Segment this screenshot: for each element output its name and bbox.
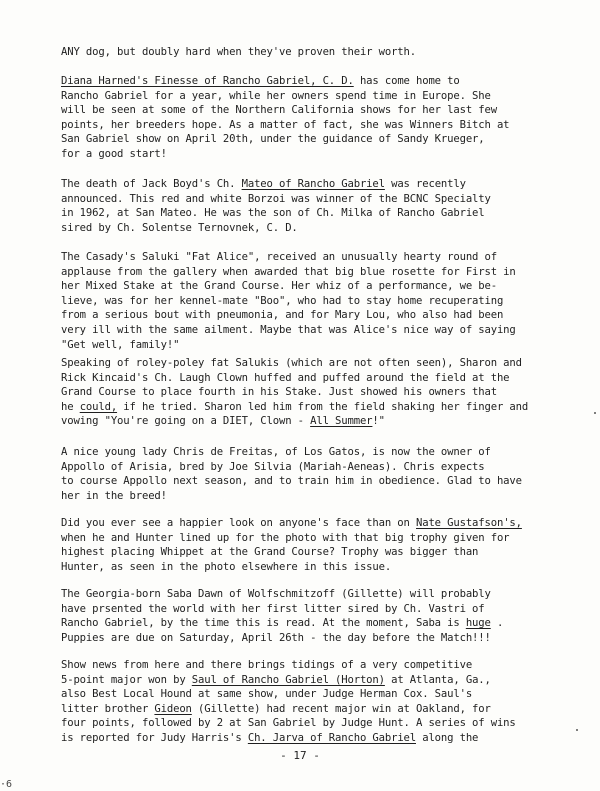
underlined-text: Gideon — [154, 702, 192, 715]
text-run: "Get well, family!" — [61, 338, 180, 351]
underlined-text: Mateo of Rancho Gabriel — [241, 178, 385, 190]
underlined-text: could, — [79, 400, 118, 413]
text-line — [61, 602, 561, 617]
text-line — [61, 545, 561, 560]
text-run: vowing "You're going on a DIET, Clown - — [61, 415, 311, 428]
text-run: when he and Hunter lined up for the photo with that big trophy given for — [61, 531, 510, 544]
paragraph-nate-gustafson — [61, 516, 561, 574]
paragraph-diana-harned-finesse — [61, 74, 561, 162]
text-run: if he tried. Sharon led him from the field shaking her finger and — [117, 400, 529, 413]
text-line — [61, 616, 561, 631]
underlined-text: Saul of Rancho Gabriel (Horton) — [191, 673, 385, 686]
text-run: was recently — [384, 178, 466, 190]
text-run: her in the breed! — [61, 489, 167, 502]
underlined-text: Nate Gustafson's, — [416, 517, 522, 529]
text-run: will be seen at some of the Northern California shows for her last few — [61, 104, 497, 117]
text-line — [61, 531, 561, 546]
text-line — [61, 89, 561, 104]
text-run: The Casady's Saluki "Fat Alice", received an unusually hearty round of — [61, 251, 497, 263]
text-run: Show news from here and there brings tidings of a very competitive — [61, 659, 473, 671]
text-line — [61, 460, 561, 475]
paragraph-mateo-death — [61, 177, 561, 235]
paragraph-continuation — [61, 45, 561, 60]
text-run: Did you ever see a happier look on anyone's face than on — [61, 517, 416, 529]
text-run: announced. This red and white Borzoi was winner of the BCNC Specialty — [61, 192, 491, 205]
text-run: Rancho Gabriel for a year, while her owners spend time in Europe. She — [61, 89, 491, 102]
text-line — [61, 279, 561, 294]
text-run: . — [490, 617, 504, 630]
text-line — [61, 371, 561, 386]
text-line — [61, 687, 561, 702]
text-line — [61, 192, 561, 207]
text-line — [61, 516, 561, 531]
underlined-text: Diana Harned's Finesse of Rancho Gabriel, C. D. — [61, 75, 354, 87]
text-run: points, her breeders hope. As a matter of fact, she was Winners Bitch at — [61, 118, 510, 131]
text-run: A nice young lady Chris de Freitas, of Los Gatos, is now the owner of — [61, 446, 491, 458]
text-run: sired by Ch. Solentse Ternovnek, C. D. — [61, 221, 298, 234]
text-run: Appollo of Arisia, bred by Joe Silvia (Mariah-Aeneas). Chris expects — [61, 460, 485, 473]
text-run: !" — [372, 415, 385, 428]
text-run: four points, followed by 2 at San Gabriel by Judge Hunt. A series of wins — [61, 717, 516, 730]
text-line — [61, 250, 561, 265]
text-line — [61, 716, 561, 731]
text-line — [61, 177, 561, 192]
text-run: (Gillette) had recent major win at Oakland, for — [191, 702, 491, 715]
text-run: The Georgia-born Saba Dawn of Wolfschmitzoff (Gillette) will probably — [61, 588, 491, 600]
text-run: along the — [416, 731, 479, 744]
text-line — [61, 631, 561, 646]
text-line — [61, 673, 561, 688]
text-run: ANY dog, but doubly hard when they've proven their worth. — [61, 46, 416, 58]
text-line — [61, 385, 561, 400]
text-line — [61, 323, 561, 338]
page-number: - 17 - — [280, 749, 320, 762]
text-line — [61, 474, 561, 489]
text-line — [61, 265, 561, 280]
text-run: also Best Local Hound at same show, under Judge Herman Cox. Saul's — [61, 688, 473, 701]
text-run: highest placing Whippet at the Grand Course? Trophy was bigger than — [61, 546, 479, 559]
text-run: Speaking of roley-poley fat Salukis (which are not often seen), Sharon and — [61, 357, 522, 369]
text-run: lieve, was for her kennel-mate "Boo", who had to stay home recuperating — [61, 294, 504, 307]
text-line — [61, 445, 561, 460]
text-line — [61, 356, 561, 371]
text-run: Rick Kincaid's Ch. Laugh Clown huffed and puffed around the field at the — [61, 371, 510, 384]
text-run: to course Appollo next season, and to train him in obedience. Glad to have — [61, 475, 522, 488]
text-line — [61, 147, 561, 162]
text-line — [61, 338, 561, 353]
text-line — [61, 702, 561, 717]
text-run: Grand Course to place fourth in his Stake. Just showed his owners that — [61, 386, 497, 399]
text-run: Puppies are due on Saturday, April 26th - the day before the Match!!! — [61, 631, 491, 644]
text-run: from a serious bout with pneumonia, and for Mary Lou, who also had been — [61, 309, 504, 322]
text-run: at Atlanta, Ga., — [384, 673, 491, 686]
text-run: he — [61, 400, 80, 413]
text-run: very ill with the same ailment. Maybe that was Alice's nice way of saying — [61, 323, 516, 336]
text-line — [61, 221, 561, 236]
text-line — [61, 489, 561, 504]
text-run: in 1962, at San Mateo. He was the son of Ch. Milka of Rancho Gabriel — [61, 207, 485, 220]
text-line — [61, 74, 561, 89]
text-run: Hunter, as seen in the photo elsewhere in this issue. — [61, 560, 392, 573]
text-run: Rancho Gabriel, by the time this is read. At the moment, Saba is — [61, 617, 466, 630]
paragraph-fat-alice — [61, 250, 561, 352]
edge-mark: ·6 — [0, 779, 13, 790]
text-line — [61, 308, 561, 323]
underlined-text: huge — [465, 617, 491, 630]
text-line — [61, 414, 561, 429]
paragraph-saba-dawn — [61, 587, 561, 645]
text-run: 5-point major won by — [61, 673, 192, 686]
text-run: The death of Jack Boyd's Ch. — [61, 178, 242, 190]
paragraph-laugh-clown — [61, 356, 561, 429]
text-line — [61, 400, 561, 415]
text-line — [61, 294, 561, 309]
text-run: has come home to — [353, 75, 460, 87]
text-run: San Gabriel show on April 20th, under the guidance of Sandy Krueger, — [61, 133, 485, 146]
text-line — [61, 45, 561, 60]
underlined-text: All Summer — [310, 415, 373, 428]
paragraph-appollo-of-arisia — [61, 445, 561, 503]
text-line — [61, 118, 561, 133]
text-line — [61, 560, 561, 575]
paragraph-show-news — [61, 658, 561, 746]
text-run: litter brother — [61, 702, 155, 715]
text-run: have prsented the world with her first litter sired by Ch. Vastri of — [61, 602, 485, 615]
scan-speck — [576, 729, 578, 731]
text-line — [61, 103, 561, 118]
text-line — [61, 731, 561, 746]
text-line — [61, 658, 561, 673]
text-line — [61, 132, 561, 147]
text-line — [61, 206, 561, 221]
text-run: applause from the gallery when awarded that big blue rosette for First in — [61, 265, 516, 278]
text-run: her Mixed Stake at the Grand Course. Her whiz of a performance, we be- — [61, 280, 497, 293]
scan-speck — [594, 412, 596, 414]
underlined-text: Ch. Jarva of Rancho Gabriel — [247, 731, 416, 744]
text-run: for a good start! — [61, 147, 167, 160]
text-run: is reported for Judy Harris's — [61, 731, 248, 744]
text-line — [61, 587, 561, 602]
